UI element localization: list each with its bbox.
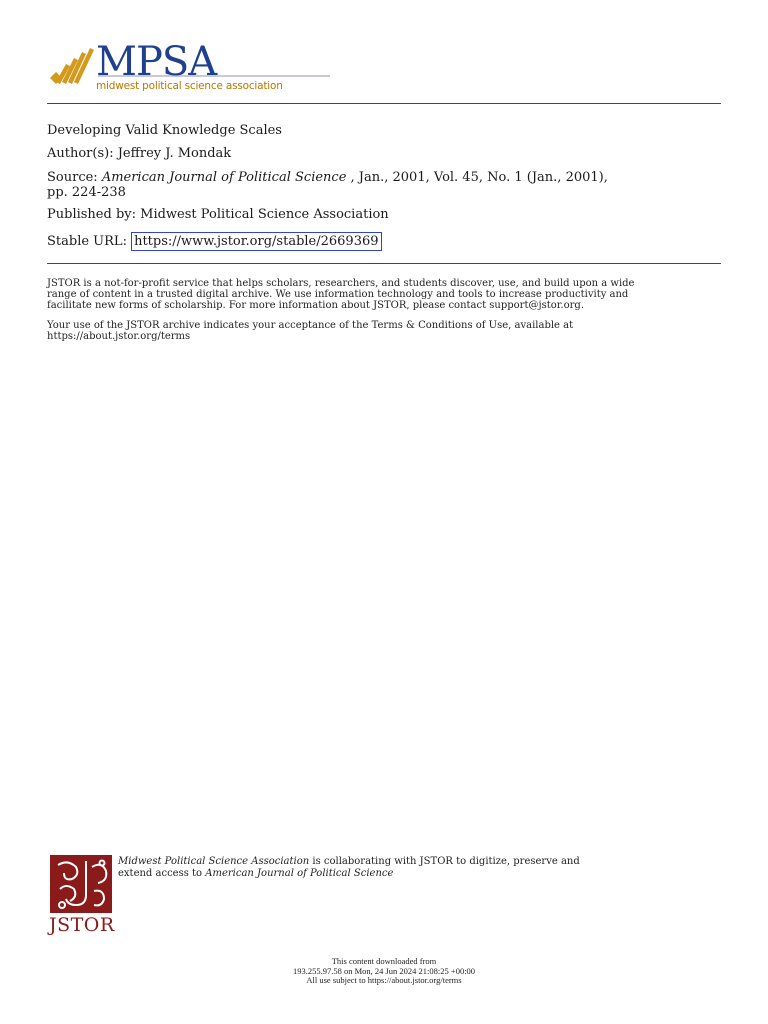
download-footer <box>0 957 768 986</box>
footer-line: This content downloaded from <box>331 956 437 966</box>
middle-divider <box>47 263 721 264</box>
article-author: Author(s): Jeffrey J. Mondak <box>47 146 232 161</box>
jstor-emblem-icon <box>50 855 112 913</box>
article-title: Developing Valid Knowledge Scales <box>47 123 282 138</box>
collab-middle: is collaborating with JSTOR to digitize, preserve and <box>309 856 580 867</box>
collab-prefix: extend access to <box>118 868 206 879</box>
collab-line-1 <box>118 856 678 868</box>
stable-url-link[interactable]: https://www.jstor.org/stable/2669369 <box>131 232 381 251</box>
article-publisher: Published by: Midwest Political Science Association <box>47 207 389 222</box>
collaboration-statement <box>118 856 678 880</box>
terms-link[interactable]: https://about.jstor.org/terms <box>47 331 191 342</box>
stable-url-row <box>47 234 382 250</box>
source-label: Source: <box>47 170 102 185</box>
terms-notice <box>47 320 727 342</box>
article-pages: pp. 224-238 <box>47 185 126 200</box>
footer-line: 193.255.97.58 on Mon, 24 Jun 2024 21:08:25 +00:00 <box>292 965 476 976</box>
collab-publisher: Midwest Political Science Association <box>118 856 310 867</box>
article-source <box>47 170 608 186</box>
mpsa-tagline: midwest political science association <box>96 80 283 92</box>
collab-journal: American Journal of Political Science <box>205 868 394 879</box>
stable-url-label: Stable URL: <box>47 234 132 249</box>
notice-line: JSTOR is a not-for-profit service that helps scholars, researchers, and students discover, use, and build upon a wide <box>47 278 635 289</box>
top-divider <box>47 103 721 104</box>
terms-line: Your use of the JSTOR archive indicates your acceptance of the Terms & Conditions of Use, available at <box>47 320 574 331</box>
footer-terms-link[interactable]: All use subject to https://about.jstor.org/terms <box>306 975 462 985</box>
mpsa-wordmark: MPSA <box>96 39 217 85</box>
collab-line-2 <box>118 868 678 880</box>
jstor-notice <box>47 278 727 311</box>
notice-line: range of content in a trusted digital archive. We use information technology and tools to increase productivity and <box>47 289 629 300</box>
jstor-wordmark: JSTOR <box>49 914 115 936</box>
notice-line: facilitate new forms of scholarship. For more information about JSTOR, please contact support@jstor.org. <box>47 300 584 311</box>
source-details: , Jan., 2001, Vol. 45, No. 1 (Jan., 2001), <box>346 170 608 185</box>
source-journal: American Journal of Political Science <box>101 170 347 185</box>
